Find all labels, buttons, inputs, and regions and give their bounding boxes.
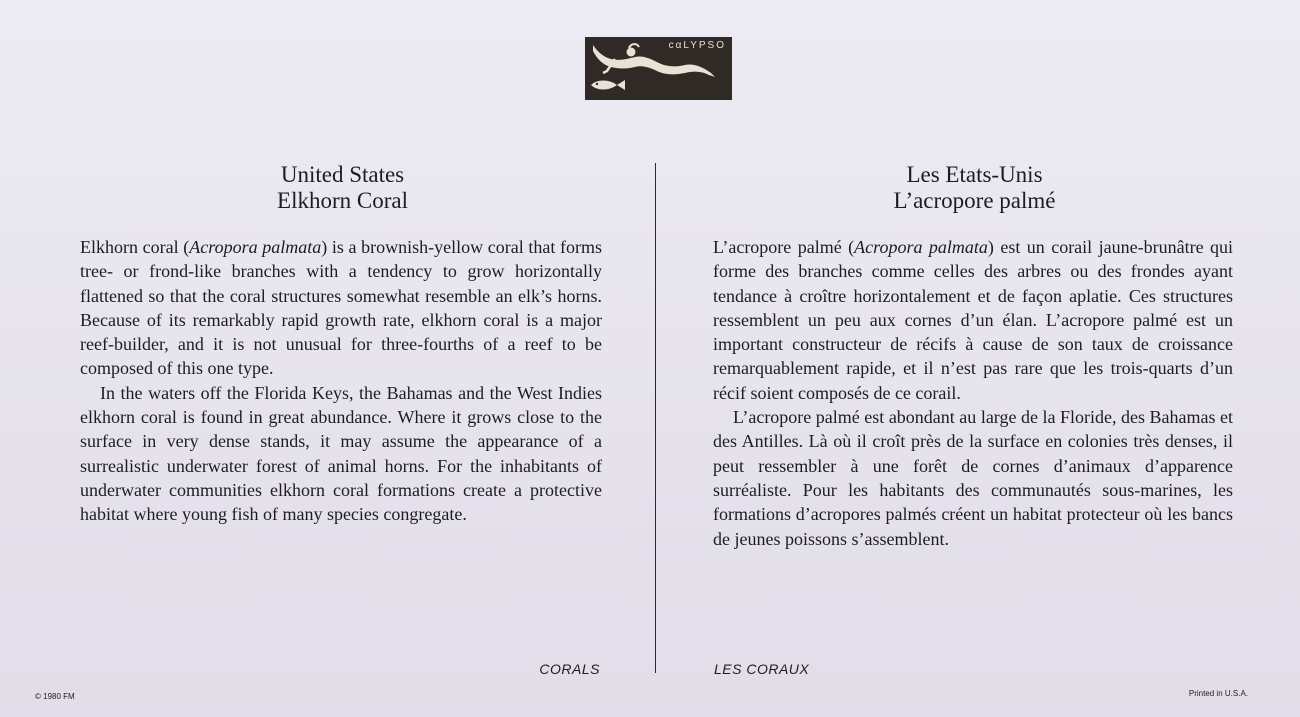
copyright-notice: © 1980 FM [35,692,75,701]
species-name: Acropora palmata [854,237,988,257]
subject-label: Elkhorn Coral [277,188,408,213]
paragraph [80,235,602,381]
calypso-logo [585,37,732,100]
printed-notice: Printed in U.S.A. [1188,689,1248,698]
text-run: L’acropore palmé ( [713,237,855,257]
paragraph [713,235,1233,405]
french-text [713,235,1233,551]
paragraph: In the waters off the Florida Keys, the Bahamas and the West Indies elkhorn coral is found in great abundance. Where it grows close to the surface in very dense stands, it may assume the appearance of a surrealistic underwater forest of animal horns. For the inhabitants of underwater communities elkhorn coral formations create a protective habitat where young fish of many species congregate. [80,382,602,525]
paragraph: L’acropore palmé est abondant au large de la Floride, des Bahamas et des Antilles. Là où il croît près de la surface en colonies très denses, il peut ressembler à une forêt de cornes d’animaux d’apparence surréaliste. Pour les habitants des communautés sous-marines, les formations d’acropores palmés créent un habitat protecteur où les bancs de jeunes poissons s’assemblent. [713,407,1233,549]
left-title [80,162,605,214]
text-run: ) is a brownish-yellow coral that forms tree- or frond-like branches with a tendency to grow horizontally flattened so that the coral structures somewhat resemble an elk’s horns. Because of its remarkably rapid growth rate, elkhorn coral is a major reef-builder, and it is not unusual for three-fourths of a reef to be composed of this one type. [80,237,602,379]
column-divider [655,163,656,673]
text-run: Elkhorn coral ( [80,237,190,257]
english-text [80,235,602,527]
right-title [712,162,1237,214]
text-run: ) est un corail jaune-brunâtre qui forme des branches comme celles des arbres ou des frondes ayant tendance à croître horizontalement et de façon aplatie. Ces structures ressemblent un peu aux cornes d’un élan. L’acropore palmé est un important constructeur de récifs à cause de son taux de croissance remarquablement rapide, et il n’est pas rare que les trois-quarts d’un récif soient composés de ce corail. [713,237,1233,403]
footer-label-french: LES CORAUX [714,661,810,677]
logo-text: cαLYPSO [668,40,726,51]
subject-label: L’acropore palmé [893,188,1056,213]
species-name: Acropora palmata [189,237,322,257]
footer-label-english: CORALS [539,661,600,677]
country-label: United States [280,162,405,187]
country-label: Les Etats-Unis [906,162,1043,187]
